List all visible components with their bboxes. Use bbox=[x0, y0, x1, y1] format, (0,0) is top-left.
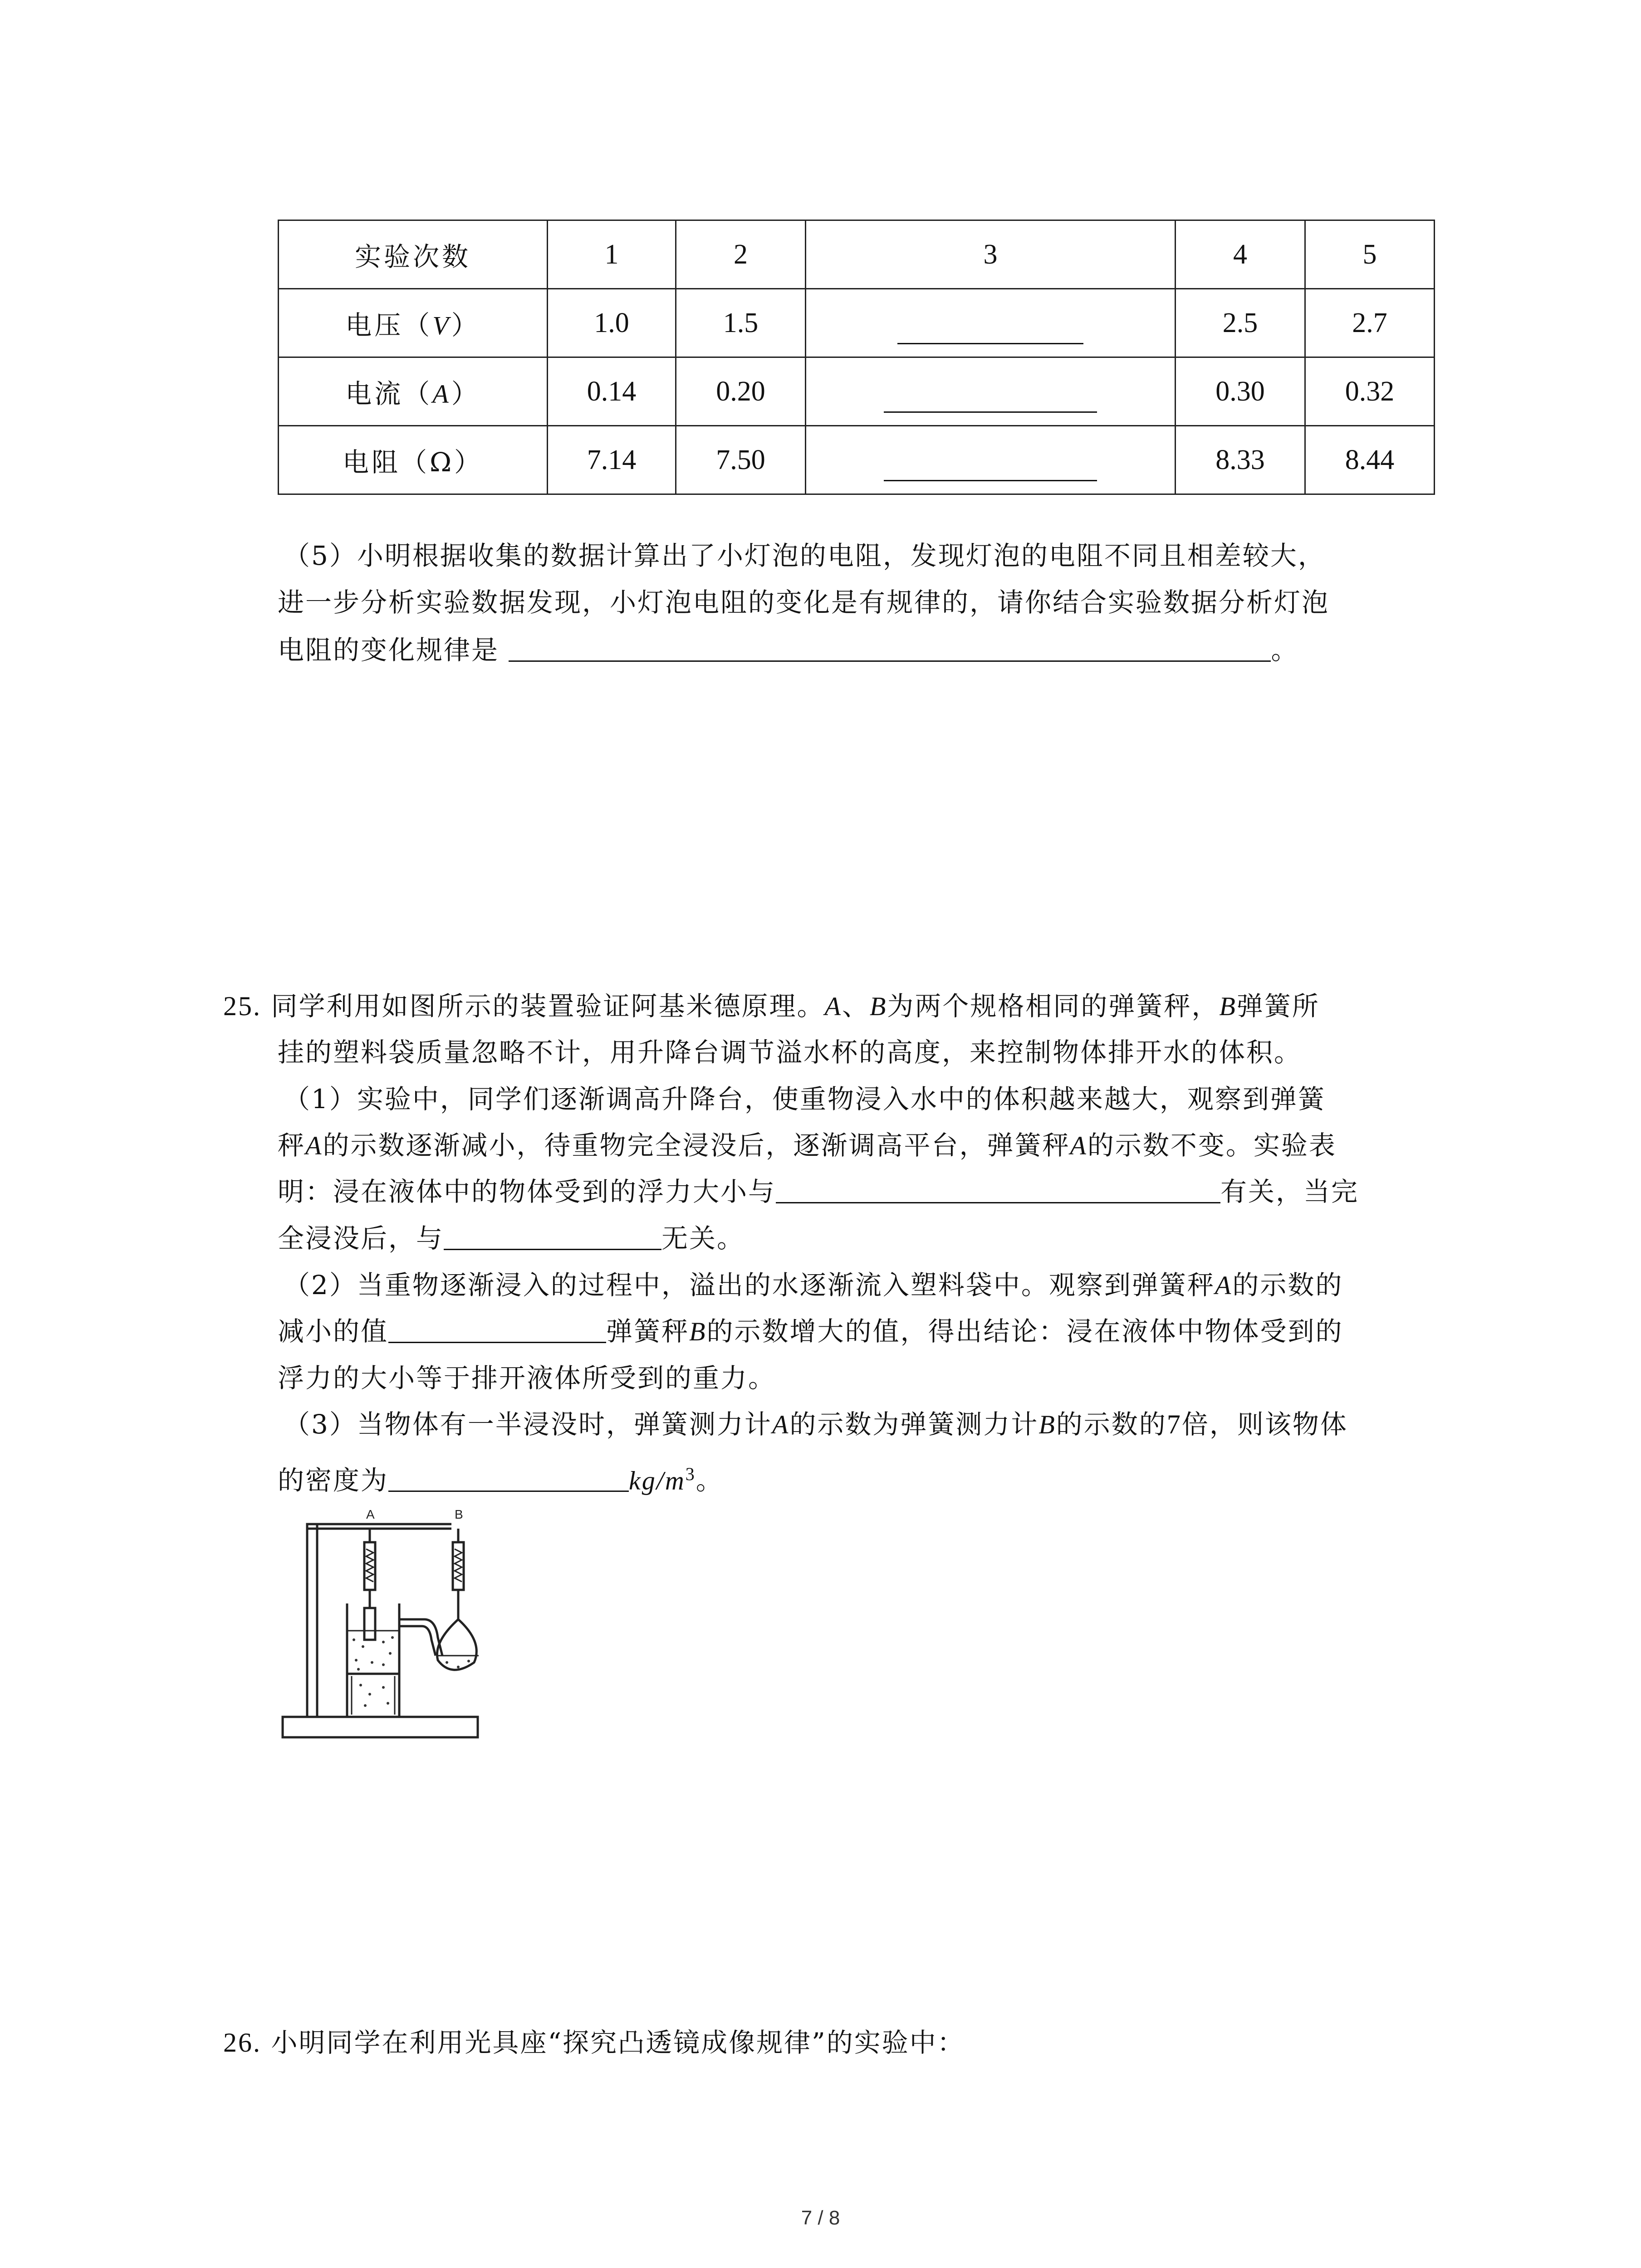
q25-part3-line2: 的密度为 $kg/m^3$。 bbox=[278, 1456, 724, 1499]
stand-base bbox=[283, 1717, 478, 1737]
table-cell: 2.5 bbox=[1176, 289, 1305, 357]
q25-part1-line1: （1）实验中，同学们逐渐调高升降台，使重物浸入水中的体积越来越大，观察到弹簧 bbox=[284, 1084, 1326, 1114]
question-number: 26. bbox=[223, 2028, 261, 2058]
table-header-cell: 3 bbox=[806, 220, 1176, 289]
q24-part5-line3: 电阻的变化规律是 。 bbox=[278, 632, 1298, 668]
q25-line1: 25. 同学利用如图所示的装置验证阿基米德原理。A、B为两个规格相同的弹簧秤，B弹簧所 bbox=[223, 991, 1320, 1022]
row-label-resistance: 电阻（Ω） bbox=[279, 426, 548, 494]
table-cell: 0.32 bbox=[1305, 357, 1435, 426]
q25-part1-line3: 明：浸在液体中的物体受到的浮力大小与 有关，当完 bbox=[278, 1173, 1359, 1210]
table-row bbox=[279, 426, 1435, 494]
blank-voltage-3[interactable] bbox=[806, 289, 1176, 357]
archimedes-apparatus-figure bbox=[279, 1506, 533, 1746]
table-cell: 7.14 bbox=[548, 426, 676, 494]
q25-part1-line4: 全浸没后，与 无关。 bbox=[278, 1220, 745, 1256]
question-number: 25. bbox=[223, 991, 261, 1021]
q26-line1: 26. 小明同学在利用光具座“探究凸透镜成像规律”的实验中： bbox=[223, 2027, 965, 2058]
table-cell: 2.7 bbox=[1305, 289, 1435, 357]
table-row bbox=[279, 357, 1435, 426]
table-row bbox=[279, 289, 1435, 357]
row-label-voltage: 电压（V） bbox=[279, 289, 548, 357]
table-header-row bbox=[279, 220, 1435, 289]
q25-part3-line1: （3）当物体有一半浸没时，弹簧测力计A的示数为弹簧测力计B的示数的7倍，则该物体 bbox=[284, 1409, 1348, 1440]
table-cell: 1.0 bbox=[548, 289, 676, 357]
table-header-cell: 2 bbox=[676, 220, 806, 289]
table-header-cell: 1 bbox=[548, 220, 676, 289]
table-cell: 1.5 bbox=[676, 289, 806, 357]
stand-post bbox=[307, 1524, 317, 1717]
table-cell: 0.14 bbox=[548, 357, 676, 426]
blank-current-3[interactable] bbox=[806, 357, 1176, 426]
table-cell: 0.30 bbox=[1176, 357, 1305, 426]
blank-resistance-3[interactable] bbox=[806, 426, 1176, 494]
plastic-bag bbox=[437, 1619, 476, 1670]
label-a: A bbox=[366, 1507, 375, 1521]
q24-part5-line1: （5）小明根据收集的数据计算出了小灯泡的电阻，发现灯泡的电阻不同且相差较大， bbox=[284, 540, 1326, 571]
table-header-cell: 4 bbox=[1176, 220, 1305, 289]
answer-blank-comparison[interactable] bbox=[388, 1314, 606, 1343]
table-cell: 8.44 bbox=[1305, 426, 1435, 494]
weight-object bbox=[364, 1608, 375, 1640]
q25-line2: 挂的塑料袋质量忽略不计，用升降台调节溢水杯的高度，来控制物体排开水的体积。 bbox=[278, 1037, 1302, 1068]
answer-blank-resistance-rule[interactable] bbox=[509, 632, 1271, 662]
table-header-cell: 实验次数 bbox=[279, 220, 548, 289]
q24-part5-line2: 进一步分析实验数据发现，小灯泡电阻的变化是有规律的，请你结合实验数据分析灯泡 bbox=[278, 587, 1330, 618]
data-table bbox=[278, 220, 1435, 495]
q25-part2-line3: 浮力的大小等于排开液体所受到的重力。 bbox=[278, 1363, 776, 1393]
row-label-current: 电流（A） bbox=[279, 357, 548, 426]
table-cell: 7.50 bbox=[676, 426, 806, 494]
lifting-platform bbox=[347, 1674, 399, 1717]
answer-blank-unrelated-factor[interactable] bbox=[444, 1221, 661, 1250]
answer-blank-density[interactable] bbox=[388, 1462, 629, 1492]
table-cell: 8.33 bbox=[1176, 426, 1305, 494]
label-b: B bbox=[455, 1507, 463, 1521]
page-number: 7 / 8 bbox=[801, 2207, 840, 2229]
answer-blank-buoyancy-factor[interactable] bbox=[776, 1174, 1220, 1203]
q25-part2-line1: （2）当重物逐渐浸入的过程中，溢出的水逐渐流入塑料袋中。观察到弹簧秤A的示数的 bbox=[284, 1270, 1343, 1300]
table-cell: 0.20 bbox=[676, 357, 806, 426]
q25-part2-line2: 减小的值 弹簧秤B的示数增大的值，得出结论：浸在液体中物体受到的 bbox=[278, 1313, 1343, 1350]
table-header-cell: 5 bbox=[1305, 220, 1435, 289]
q25-part1-line2: 秤A的示数逐渐减小，待重物完全浸没后，逐渐调高平台，弹簧秤A的示数不变。实验表 bbox=[278, 1130, 1337, 1161]
